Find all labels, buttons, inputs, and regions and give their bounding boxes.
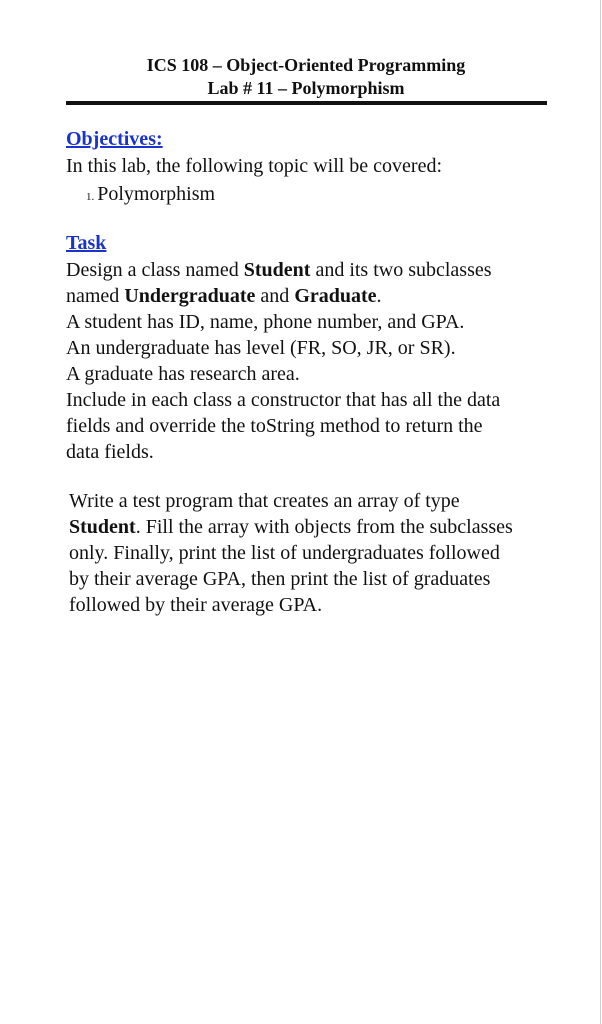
- task-line: Include in each class a constructor that has all the data: [66, 389, 501, 411]
- task-line: data fields.: [66, 441, 154, 463]
- class-name-graduate: Graduate: [294, 285, 377, 307]
- list-item-number: 1.: [86, 191, 95, 203]
- task-heading: Task: [66, 232, 107, 254]
- task-line: An undergraduate has level (FR, SO, JR, or SR).: [66, 337, 456, 359]
- task-line: A student has ID, name, phone number, and GPA.: [66, 311, 465, 333]
- objectives-heading: Objectives:: [66, 128, 163, 150]
- text-span: and its two subclasses: [310, 259, 492, 281]
- task-line: A graduate has research area.: [66, 363, 300, 385]
- course-title: ICS 108 – Object-Oriented Programming: [146, 55, 466, 75]
- class-name-student: Student: [69, 516, 136, 538]
- text-span: Design a class named: [66, 259, 244, 281]
- paragraph-line: [69, 514, 513, 540]
- header-divider: [66, 101, 547, 105]
- document-header: [66, 54, 546, 100]
- paragraph-line: by their average GPA, then print the list of graduates: [69, 568, 491, 590]
- objectives-intro: In this lab, the following topic will be covered:: [66, 155, 443, 177]
- text-span: named: [66, 285, 125, 307]
- list-item-label: Polymorphism: [97, 183, 216, 205]
- text-span: . Fill the array with objects from the subclasses: [135, 516, 513, 538]
- lab-title: Lab # 11 – Polymorphism: [207, 78, 405, 98]
- paragraph-line: Write a test program that creates an array of type: [69, 490, 460, 512]
- task-line: [66, 257, 500, 283]
- list-item: [86, 181, 215, 210]
- test-program-paragraph: [69, 488, 513, 618]
- text-span: and: [255, 285, 295, 307]
- paragraph-line: followed by their average GPA.: [69, 594, 323, 616]
- task-line: [66, 283, 500, 309]
- task-line: fields and override the toString method to return the: [66, 415, 483, 437]
- text-span: .: [376, 285, 382, 307]
- class-name-student: Student: [243, 259, 311, 281]
- objectives-list: [86, 181, 215, 210]
- class-name-undergraduate: Undergraduate: [124, 285, 256, 307]
- paragraph-line: only. Finally, print the list of undergraduates followed: [69, 542, 500, 564]
- task-description: [66, 257, 500, 465]
